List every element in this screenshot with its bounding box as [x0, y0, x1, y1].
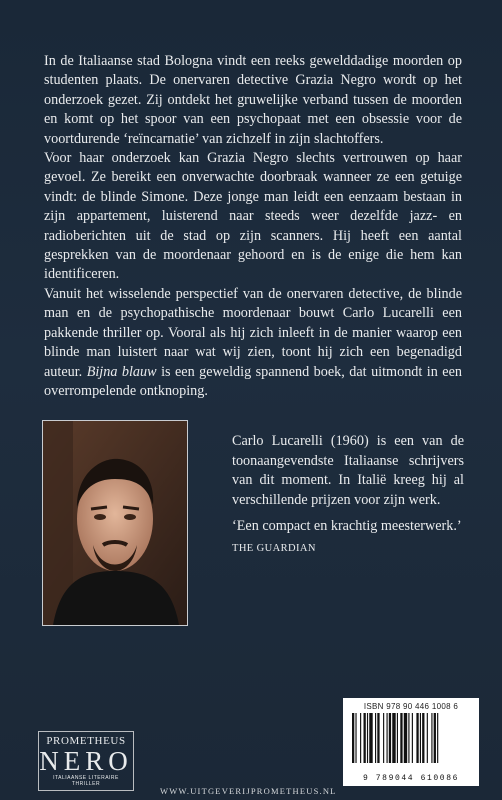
author-portrait-image [43, 421, 187, 625]
author-photo [42, 420, 188, 626]
isbn-label: ISBN 978 90 446 1008 6 [363, 702, 459, 711]
logo-imprint-name: NERO [39, 746, 133, 776]
press-quote [232, 517, 472, 558]
publisher-url: WWW.UITGEVERIJPROMETHEUS.NL [160, 786, 337, 796]
author-bio: Carlo Lucarelli (1960) is een van de toonaangevendste Italiaanse schrijvers van dit moment. In Italië kreeg hij al verschillende prijzen voor zijn werk. [232, 433, 464, 508]
publisher-logo [38, 731, 134, 791]
book-title-inline: Bijna blauw [86, 363, 157, 380]
logo-publisher-name: PROMETHEUS [46, 735, 126, 747]
barcode-digits: 9 789044 610086 [362, 774, 459, 783]
barcode-panel [343, 698, 479, 786]
logo-imprint-subtitle: ITALIAANSE LITERAIRE THRILLER [53, 775, 119, 787]
blurb-paragraph-3-end: is een geweldig spannend boek, dat uitmondt in een overrompelende ontknoping. [44, 363, 462, 399]
blurb-text [44, 52, 462, 401]
quote-source: THE GUARDIAN [232, 542, 316, 554]
blurb-paragraph-1: In de Italiaanse stad Bologna vindt een reeks gewelddadige moorden op studenten plaats. De onervaren detective Grazia Negro wordt op het onderzoek gezet. Zij ontdekt het gruwelijke verband tussen de moorden en komt op het spoor van een psychopaat met een obsessie voor de voortdurende ‘reïncarnatie’ van zichzelf in zijn slachtoffers. [44, 53, 462, 147]
blurb-paragraph-2: Voor haar onderzoek kan Grazia Negro slechts vertrouwen op haar gevoel. Ze bereikt een onverwachte doorbraak wanneer ze een getuige vindt: de blinde Simone. Deze jonge man leidt een eenzaam bestaan in zijn appartement, luisterend naar steeds weer dezelfde jazz- en radioberichten uit de stad op zijn scanners. Hij heeft een aantal gesprekken van de moordenaar gehoord en is de enige die hem kan identificeren. [44, 150, 462, 283]
blurb-paragraph-3-start: Vanuit het wisselende perspectief van de onervaren detective, de blinde man en de psychopathische moordenaar bouwt Carlo Lucarelli een pakkende thriller op. Vooral als hij zich inleeft in de manier waarop een blinde man luistert naar wat wij zien, toont hij zich een begenadigd auteur. [44, 285, 462, 380]
barcode-icon [351, 713, 471, 771]
quote-text: ‘Een compact en krachtig meesterwerk.’ [232, 518, 462, 534]
blurb-paragraph-3 [44, 285, 462, 401]
